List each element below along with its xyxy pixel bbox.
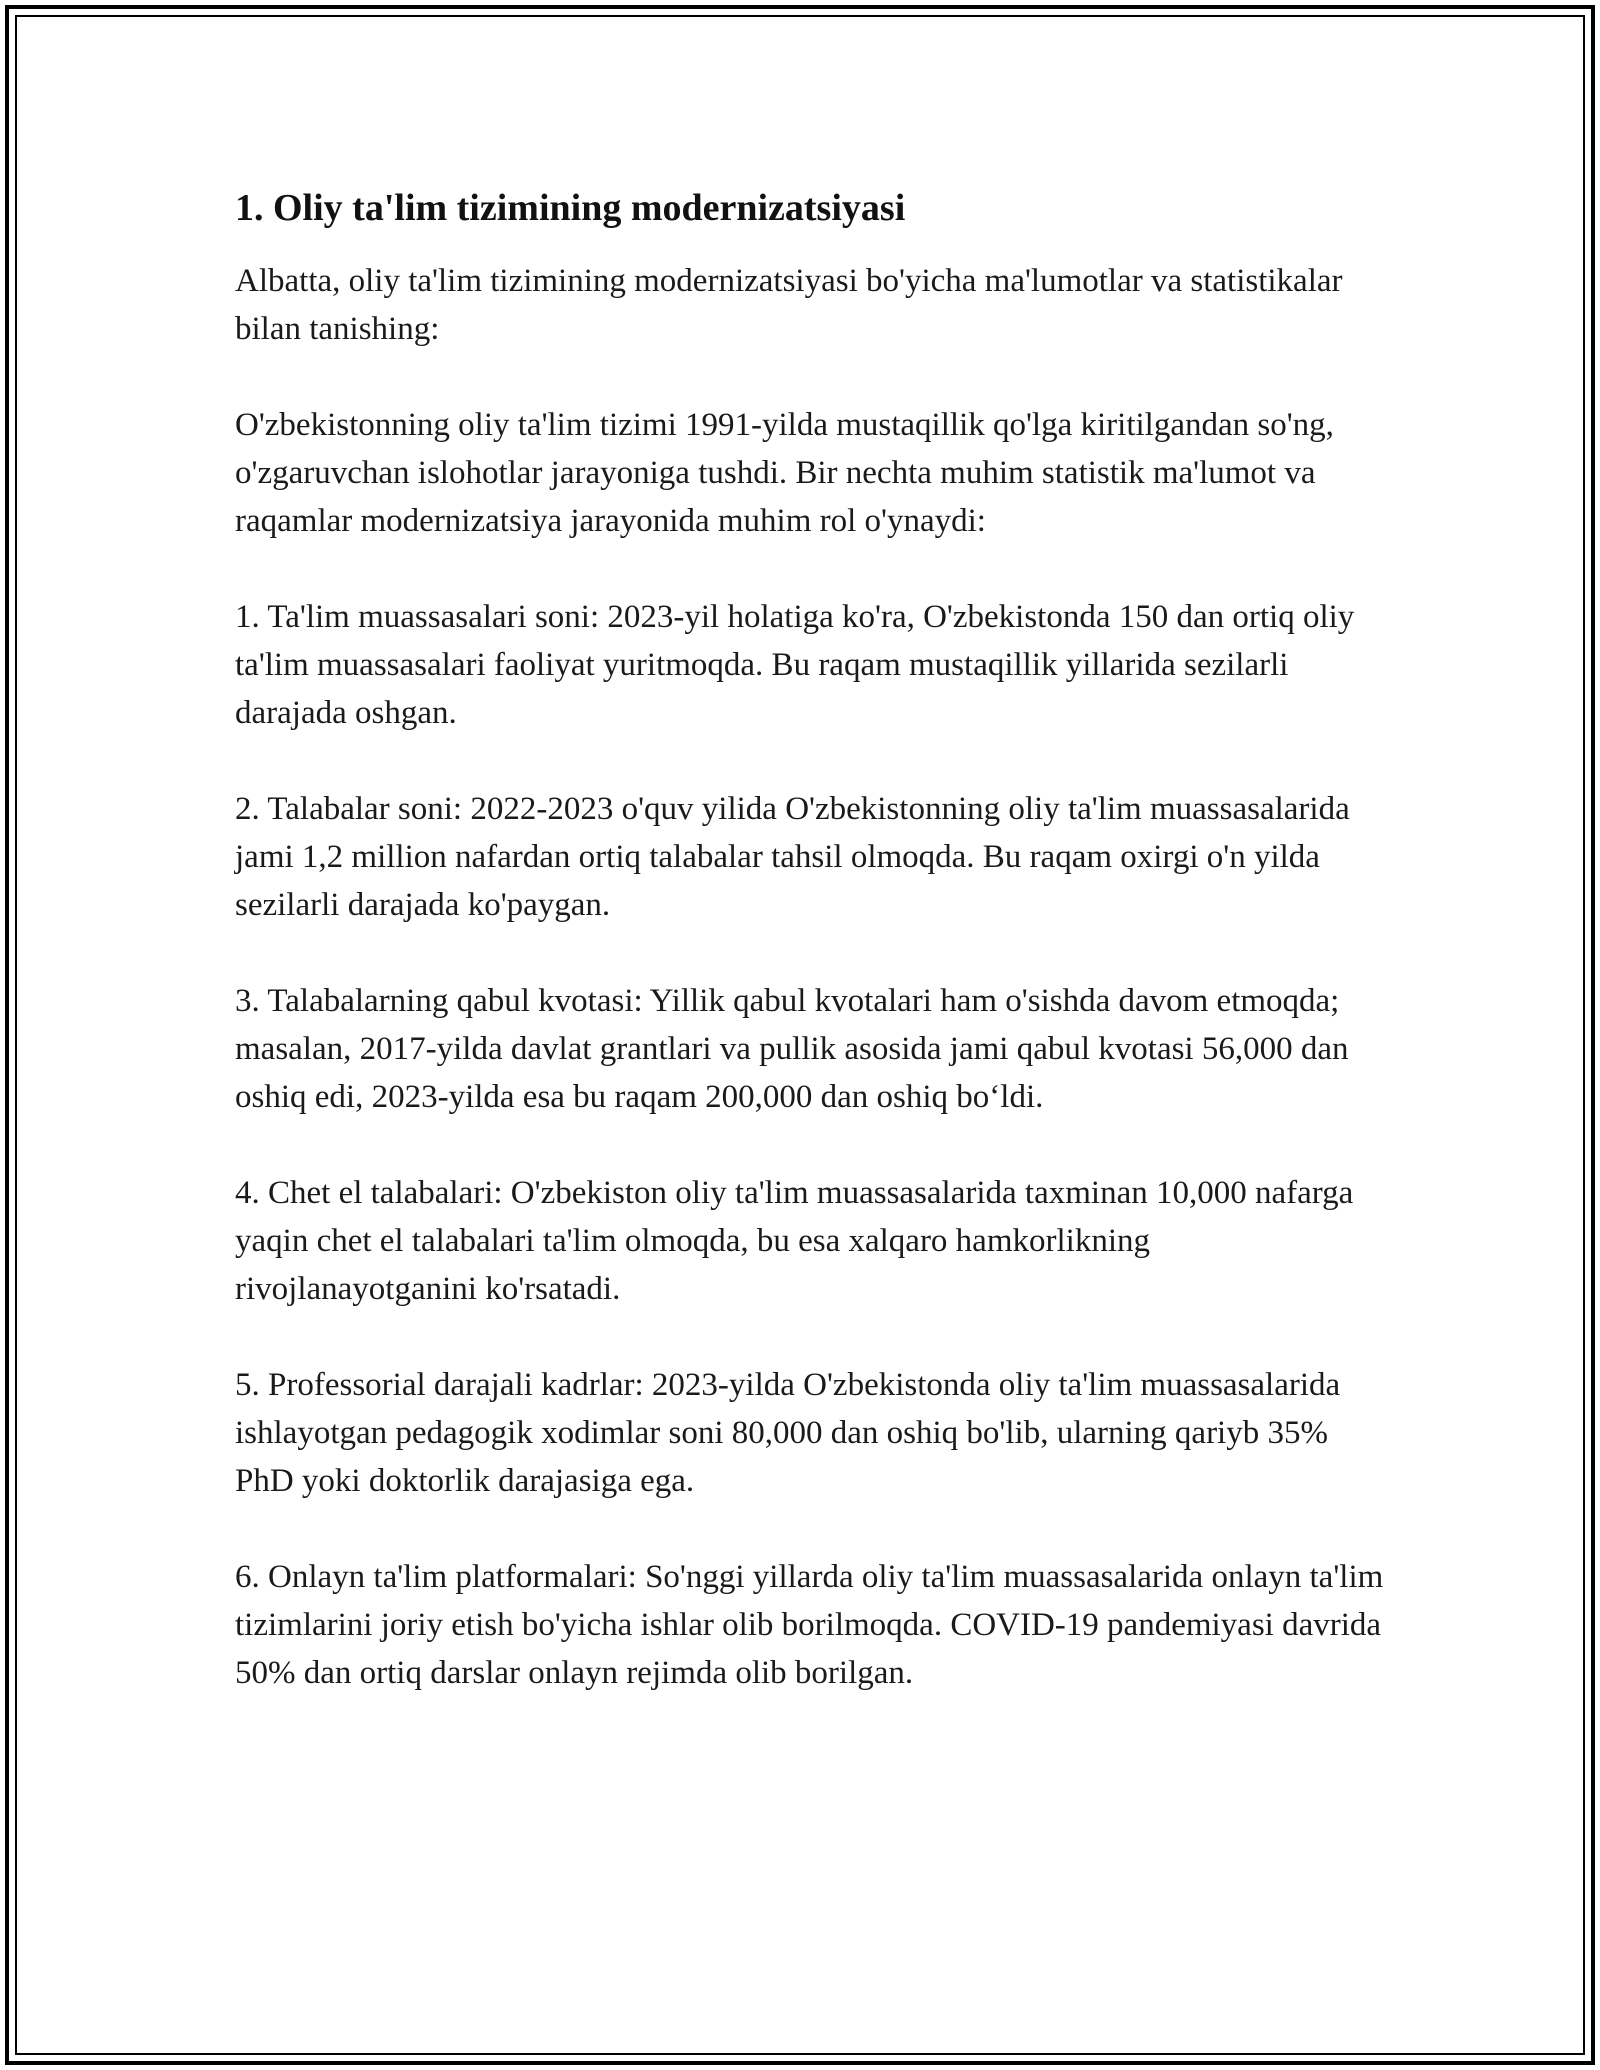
list-item-admission-quota: 3. Talabalarning qabul kvotasi: Yillik qabul kvotalari ham o'sishda davom etmoqda; masalan, 2017-yilda davlat grantlari va pullik asosida jami qabul kvotasi 56,000 dan oshiq edi, 2023-yilda esa bu raqam 200,000 dan oshiq bo‘ldi. (235, 983, 1349, 1115)
list-item-professorial-staff: 5. Professorial darajali kadrlar: 2023-yilda O'zbekistonda oliy ta'lim muassasalarida ishlayotgan pedagogik xodimlar soni 80,000 dan oshiq bo'lib, ularning qariyb 35% PhD yoki doktorlik darajasiga ega. (235, 1367, 1341, 1499)
list-item-students: 2. Talabalar soni: 2022-2023 o'quv yilida O'zbekistonning oliy ta'lim muassasalarida jami 1,2 million nafardan ortiq talabalar tahsil olmoqda. Bu raqam oxirgi o'n yilda sezilarli darajada ko'paygan. (235, 791, 1350, 923)
list-item-institutions: 1. Ta'lim muassasalari soni: 2023-yil holatiga ko'ra, O'zbekistonda 150 dan ortiq oliy ta'lim muassasalari faoliyat yuritmoqda. Bu raqam mustaqillik yillarida sezilarli darajada oshgan. (235, 599, 1355, 731)
intro-paragraph: Albatta, oliy ta'lim tizimining modernizatsiyasi bo'yicha ma'lumotlar va statistikalar bilan tanishing: (235, 263, 1343, 347)
list-item-foreign-students: 4. Chet el talabalari: O'zbekiston oliy ta'lim muassasalarida taxminan 10,000 nafarga yaqin chet el talabalari ta'lim olmoqda, bu esa xalqaro hamkorlikning rivojlanayotganini ko'rsatadi. (235, 1175, 1354, 1307)
section-heading: 1. Oliy ta'lim tizimining modernizatsiyasi (235, 187, 906, 229)
list-item-online-platforms: 6. Onlayn ta'lim platformalari: So'nggi yillarda oliy ta'lim muassasalarida onlayn ta'lim tizimlarini joriy etish bo'yicha ishlar olib borilmoqda. COVID-19 pandemiyasi davrida 50% dan ortiq darslar onlayn rejimda olib borilgan. (235, 1559, 1384, 1691)
document-body (235, 185, 1385, 1697)
context-paragraph: O'zbekistonning oliy ta'lim tizimi 1991-yilda mustaqillik qo'lga kiritilgandan so'ng, o'zgaruvchan islohotlar jarayoniga tushdi. Bir nechta muhim statistik ma'lumot va raqamlar modernizatsiya jarayonida muhim rol o'ynaydi: (235, 407, 1334, 539)
